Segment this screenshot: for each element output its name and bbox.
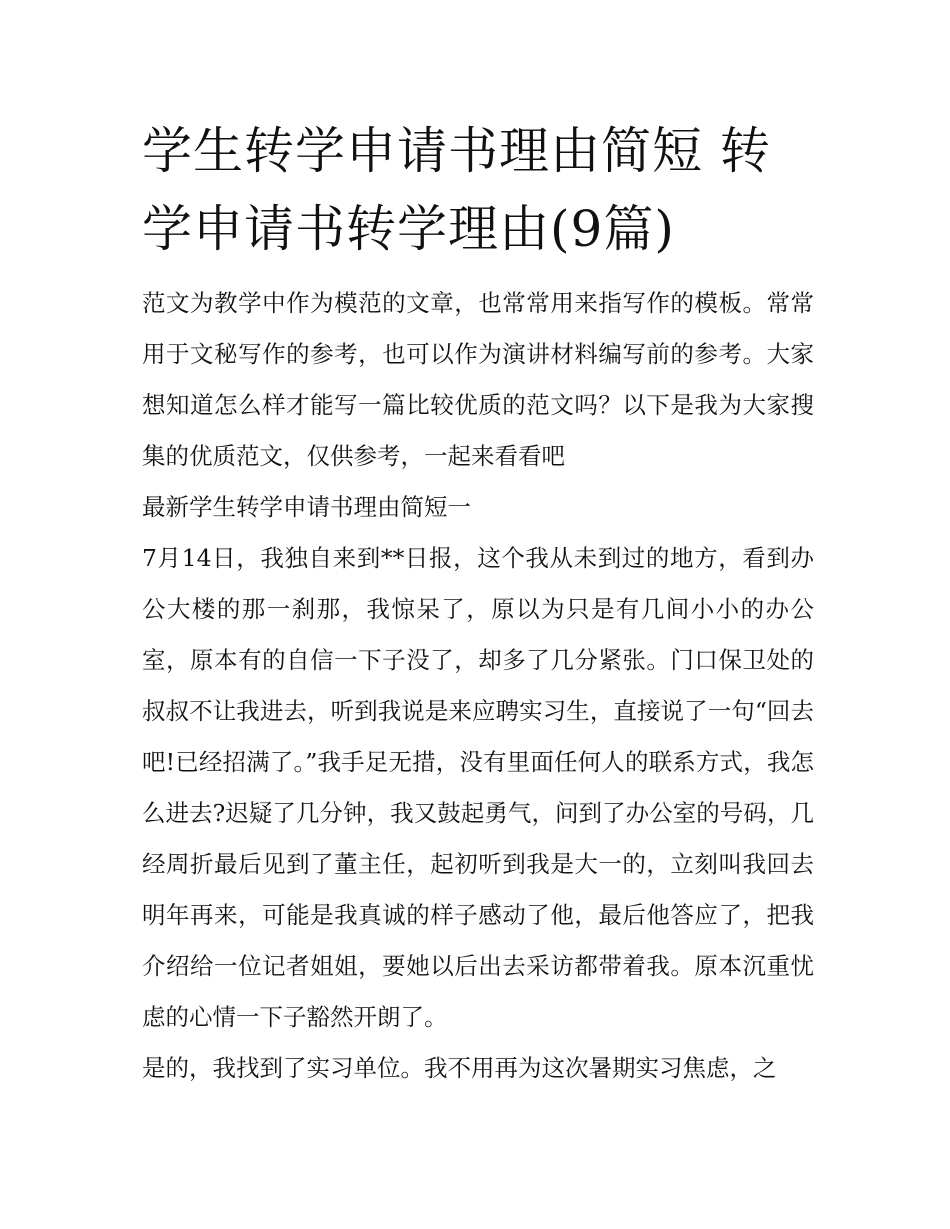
document-title: 学生转学申请书理由简短 转学申请书转学理由(9篇) [142, 122, 771, 258]
section-heading: 最新学生转学申请书理由简短一 [142, 493, 471, 521]
intro-paragraph: 范文为教学中作为模范的文章，也常常用来指写作的模板。常常用于文秘写作的参考，也可以作为演讲材料编写前的参考。大家想知道怎么样才能写一篇比较优质的范文吗？以下是我为大家搜集的优质范文，仅供参考，一起来看看吧 [142, 289, 814, 470]
document-page [142, 112, 814, 1094]
body-paragraph-2: 是的，我找到了实习单位。我不用再为这次暑期实习焦虑，之 [142, 1054, 777, 1082]
body-paragraph-1: 7月14日，我独自来到**日报，这个我从未到过的地方，看到办公大楼的那一刹那，我惊呆了，原以为只是有几间小小的办公室，原本有的自信一下子没了，却多了几分紧张。门口保卫处的叔叔不让我进去，听到我说是来应聘实习生，直接说了一句“回去吧!已经招满了。”我手足无措，没有里面任何人的联系方式，我怎么进去?迟疑了几分钟，我又鼓起勇气，问到了办公室的号码，几经周折最后见到了董主任，起初听到我是大一的，立刻叫我回去明年再来，可能是我真诚的样子感动了他，最后他答应了，把我介绍给一位记者姐姐，要她以后出去采访都带着我。原本沉重忧虑的心情一下子豁然开朗了。 [142, 544, 814, 1031]
